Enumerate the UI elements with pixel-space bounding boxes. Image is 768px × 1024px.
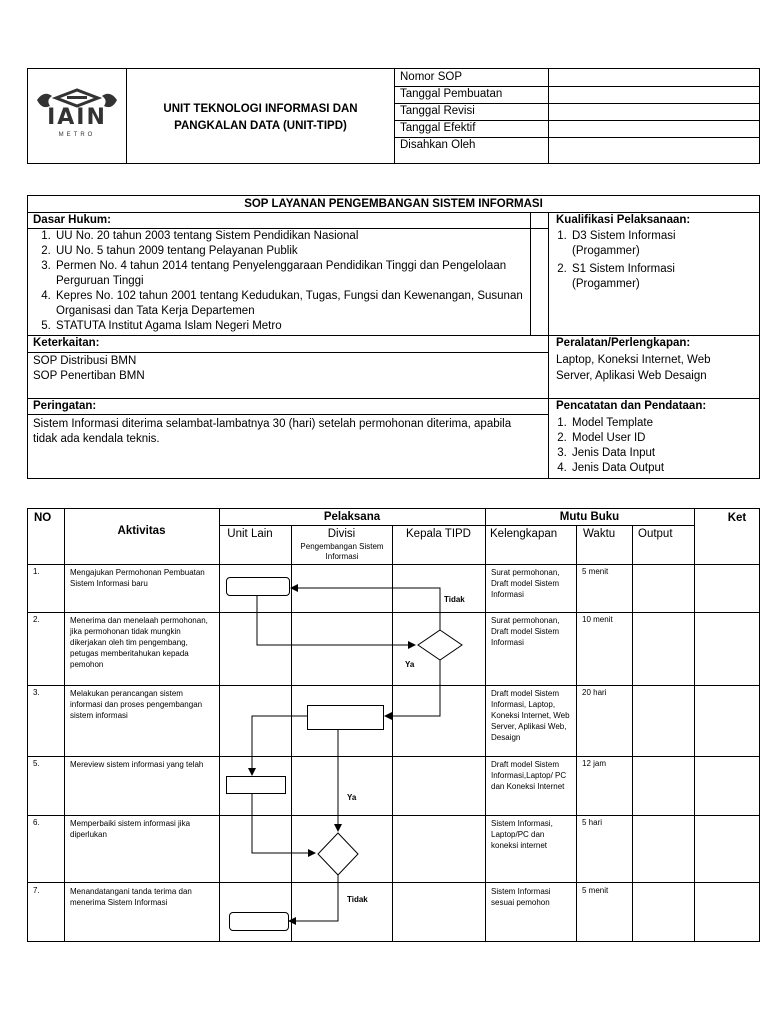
peralatan-text: Laptop, Koneksi Internet, Web Server, Aplikasi Web Desaign <box>556 354 711 382</box>
header-aktivitas: Aktivitas <box>117 525 166 537</box>
list-item: 2. Model User ID <box>570 431 752 446</box>
field-disahkan-oleh: Disahkan Oleh <box>400 139 476 151</box>
keterkaitan-item: SOP Penertiban BMN <box>33 370 145 382</box>
field-nomor-sop: Nomor SOP <box>400 71 462 83</box>
dasar-hukum-label: Dasar Hukum: <box>33 214 111 226</box>
row-no: 5. <box>33 759 40 768</box>
sop-title: SOP LAYANAN PENGEMBANGAN SISTEM INFORMASI <box>244 198 543 210</box>
header-unit-lain: Unit Lain <box>227 528 273 540</box>
header-no: NO <box>34 512 52 524</box>
logo-subtext: METRO <box>58 132 96 138</box>
list-item: 1. D3 Sistem Informasi (Progammer) <box>570 229 707 259</box>
header-kelengkapan: Kelengkapan <box>490 528 558 540</box>
keterkaitan-item: SOP Distribusi BMN <box>33 355 137 367</box>
list-item: 1. Model Template <box>570 416 752 431</box>
flow-label-ya: Ya <box>347 793 357 802</box>
row-kelengkapan: Draft model Sistem Informasi,Laptop/ PC dan Koneksi Internet <box>491 760 567 791</box>
kualifikasi-label: Kualifikasi Pelaksanaan: <box>556 214 691 226</box>
row-waktu: 5 menit <box>582 886 609 895</box>
row-aktivitas: Memperbaiki sistem informasi jika diperlukan <box>70 819 191 839</box>
list-item: 5. STATUTA Institut Agama Islam Negeri Metro <box>54 319 530 334</box>
header-pelaksana: Pelaksana <box>323 511 381 523</box>
row-waktu: 5 hari <box>582 818 603 827</box>
header-waktu: Waktu <box>583 528 616 540</box>
row-no: 2. <box>33 615 40 624</box>
row-kelengkapan: Surat permohonan, Draft model Sistem Informasi <box>491 616 560 647</box>
row-kelengkapan: Sistem Informasi, Laptop/PC dan koneksi internet <box>491 819 553 850</box>
header-output: Output <box>638 528 673 540</box>
header-divisi-sub: Pengembangan Sistem Informasi <box>300 542 384 561</box>
field-tanggal-efektif: Tanggal Efektif <box>400 122 476 134</box>
field-tanggal-pembuatan: Tanggal Pembuatan <box>400 88 503 100</box>
row-aktivitas: Melakukan perancangan sistem informasi dan proses pengembangan sistem informasi <box>70 689 203 720</box>
list-item: 2. UU No. 5 tahun 2009 tentang Pelayanan Publik <box>54 244 530 259</box>
row-waktu: 20 hari <box>582 688 607 697</box>
decision-diamond <box>418 630 462 660</box>
list-item: 3. Permen No. 4 tahun 2014 tentang Penyelenggaraan Pendidikan Tinggi dan Pengelolaan Perguruan Tinggi <box>54 259 530 289</box>
row-aktivitas: Menerima dan menelaah permohonan, jika permohonan tidak mungkin dikerjakan oleh tim pengembang, petugas memberitahukan kepada pemohon <box>70 616 208 669</box>
flow-terminator-end <box>229 912 289 931</box>
decision-diamond <box>318 833 358 875</box>
flow-terminator-start <box>226 577 290 596</box>
row-aktivitas: Menandatangani tanda terima dan menerima Sistem Informasi <box>70 887 192 907</box>
row-kelengkapan: Surat permohonan, Draft model Sistem Informasi <box>491 568 560 599</box>
row-no: 1. <box>33 567 40 576</box>
row-kelengkapan: Sistem Informasi sesuai pemohon <box>491 887 551 907</box>
header-ket: Ket <box>727 512 747 524</box>
logo-text: IAIN <box>47 105 107 130</box>
list-item: 4. Jenis Data Output <box>570 461 752 476</box>
row-waktu: 10 menit <box>582 615 613 624</box>
field-tanggal-revisi: Tanggal Revisi <box>400 105 475 117</box>
flow-label-ya: Ya <box>405 660 415 669</box>
flow-process-review <box>226 776 286 794</box>
keterkaitan-label: Keterkaitan: <box>33 337 100 349</box>
flow-label-tidak: Tidak <box>347 895 368 904</box>
flow-label-tidak: Tidak <box>444 595 465 604</box>
header-divisi: Divisi <box>327 528 356 540</box>
list-item: 4. Kepres No. 102 tahun 2001 tentang Kedudukan, Tugas, Fungsi dan Kewenangan, Susunan Organisasi dan Tata Kerja Departemen <box>54 289 530 319</box>
pencatatan-label: Pencatatan dan Pendataan: <box>556 400 707 412</box>
header-mutu-buku: Mutu Buku <box>559 511 620 523</box>
peringatan-text: Sistem Informasi diterima selambat-lambatnya 30 (hari) setelah permohonan diterima, apabila tidak ada kendala teknis. <box>33 418 512 445</box>
peringatan-label: Peringatan: <box>33 400 97 412</box>
list-item: 2. S1 Sistem Informasi (Progammer) <box>570 262 707 292</box>
unit-title-line1: UNIT TEKNOLOGI INFORMASI DAN <box>163 103 358 115</box>
peralatan-label: Peralatan/Perlengkapan: <box>556 337 691 349</box>
header-kepala: Kepala TIPD <box>406 528 471 540</box>
list-item: 3. Jenis Data Input <box>570 446 752 461</box>
row-waktu: 12 jam <box>582 759 607 768</box>
row-kelengkapan: Draft model Sistem Informasi, Laptop, Koneksi Internet, Web Server, Aplikasi Web, Desaign <box>491 689 570 742</box>
row-aktivitas: Mengajukan Permohonan Pembuatan Sistem Informasi baru <box>70 568 205 588</box>
row-waktu: 5 menit <box>582 567 609 576</box>
flow-process-design <box>307 705 384 730</box>
row-aktivitas: Mereview sistem informasi yang telah <box>70 760 204 769</box>
row-no: 6. <box>33 818 40 827</box>
unit-title-line2: PANGKALAN DATA (UNIT-TIPD) <box>174 120 347 132</box>
row-no: 7. <box>33 886 40 895</box>
row-no: 3. <box>33 688 40 697</box>
list-item: 1. UU No. 20 tahun 2003 tentang Sistem Pendidikan Nasional <box>54 229 530 244</box>
